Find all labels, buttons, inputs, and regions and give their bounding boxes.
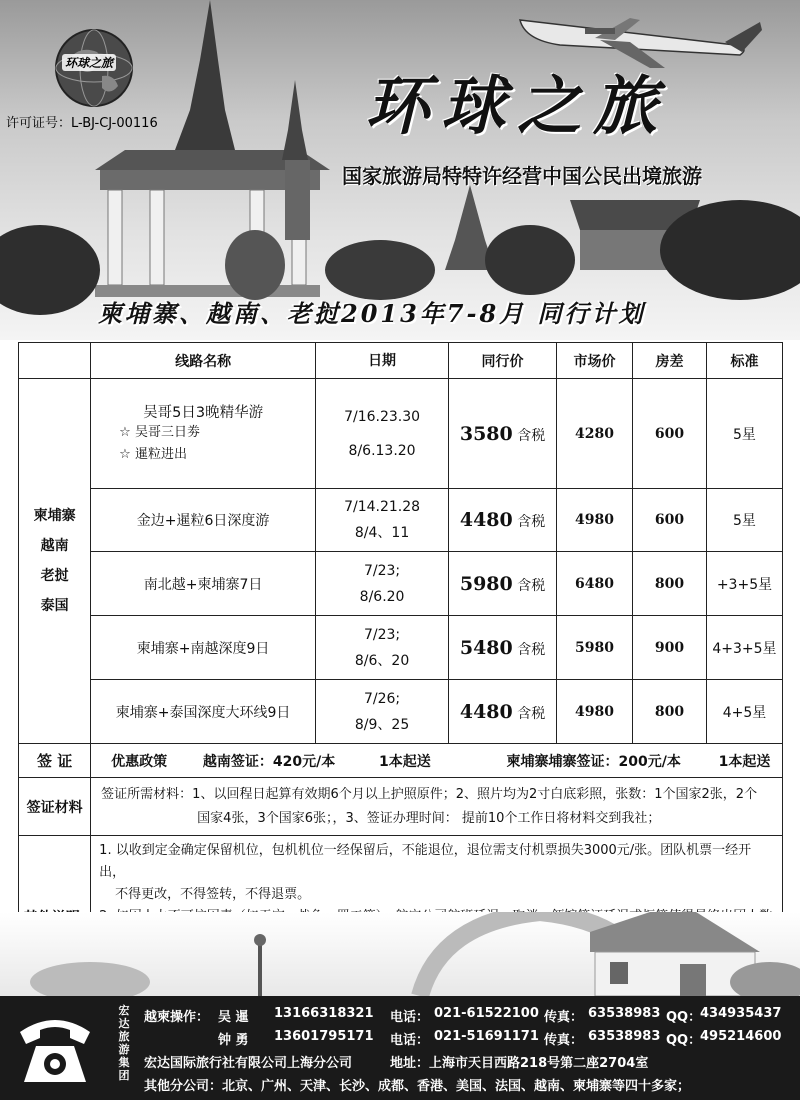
fax-label: 传真：: [544, 1010, 584, 1025]
peer-price-cell: [449, 616, 557, 680]
contact-fax: 63538983: [588, 1029, 661, 1044]
route-name: 柬埔寨+南越深度9日: [91, 616, 316, 680]
logo-text: 环球之旅: [62, 54, 116, 71]
header-market-price: 市场价: [557, 343, 633, 379]
route-name: 柬埔寨+泰国深度大环线9日: [91, 680, 316, 744]
visa-cambodia-min: 1本起送: [718, 753, 771, 770]
tax-label: 含税: [517, 427, 546, 444]
materials-line: 国家4张，3个国家6张；，3、签证办理时间： 提前10个工作日将材料交到我社；: [197, 810, 661, 826]
contact-qq: 434935437: [700, 1006, 782, 1021]
route-name: 南北越+柬埔寨7日: [91, 552, 316, 616]
header-room-diff: 房差: [632, 343, 706, 379]
contact-tel: 021-51691171: [434, 1029, 539, 1044]
date-cell: [316, 489, 449, 552]
brand-tagline: 国家旅游局特特许经营中国公民出境旅游: [342, 164, 702, 188]
standard: 4+3+5星: [706, 616, 782, 680]
visa-materials-row: [19, 778, 783, 836]
tax-label: 含税: [517, 514, 546, 530]
tel-label: 电话：: [390, 1010, 430, 1025]
contact-footer: [0, 996, 800, 1100]
peer-price: 4480: [459, 700, 513, 723]
plan-title: 柬埔寨、越南、老挝2013年7-8月 同行计划: [98, 299, 646, 328]
peer-price: 5980: [459, 572, 513, 595]
itinerary-table: [18, 342, 783, 999]
qq-label: QQ：: [666, 1010, 702, 1025]
house-scene-illustration: [0, 912, 800, 996]
qq-label: QQ：: [666, 1033, 702, 1048]
peer-price-cell: [449, 552, 557, 616]
fax-label: 传真：: [544, 1033, 584, 1048]
date-line: 8/6.13.20: [348, 442, 416, 459]
company-name: 宏达国际旅行社有限公司上海分公司: [144, 1056, 353, 1071]
visa-row: [19, 744, 783, 778]
date-line: 7/14.21.28: [344, 499, 421, 515]
tax-label: 含税: [517, 641, 546, 658]
visa-vietnam-price: 越南签证：420元/本: [202, 753, 336, 770]
room-diff: 800: [632, 680, 706, 744]
branches-line: 其他分公司：北京、广州、天津、长沙、成都、香港、美国、法国、越南、柬埔寨等四十多家；: [144, 1079, 691, 1094]
contact-mobile: 13166318321: [274, 1006, 374, 1021]
region-name: 柬埔寨: [33, 508, 76, 524]
date-line: 8/6.20: [359, 588, 405, 605]
contact-fax: 63538983: [588, 1006, 661, 1021]
brand-title: 环球之旅: [365, 69, 669, 144]
visa-cambodia-price: 柬埔寨埔寨签证：200元/本: [506, 753, 681, 770]
table-row: [19, 552, 783, 616]
header-peer-price: 同行价: [449, 343, 557, 379]
route-feature: ☆ 吴哥三日劵: [119, 425, 200, 440]
company-vertical-name: 宏达旅游集团: [118, 1004, 130, 1082]
header-route: 线路名称: [91, 343, 316, 379]
header-date: 日期: [316, 343, 449, 379]
telephone-icon: [14, 1006, 96, 1088]
standard: +3+5星: [706, 552, 782, 616]
date-line: 7/23;: [363, 562, 401, 579]
market-price: 4980: [557, 489, 633, 552]
peer-price-cell: [449, 489, 557, 552]
tel-label: 电话：: [390, 1033, 430, 1048]
peer-price: 5480: [459, 636, 513, 659]
materials-info: [91, 778, 783, 836]
date-line: 8/4、11: [354, 525, 410, 541]
standard: 5星: [706, 379, 782, 489]
region-name: 越南: [40, 538, 69, 554]
date-cell: [316, 552, 449, 616]
peer-price-cell: [449, 680, 557, 744]
market-price: 6480: [557, 552, 633, 616]
standard: 4+5星: [706, 680, 782, 744]
date-line: 8/6、20: [354, 652, 410, 669]
room-diff: 600: [632, 379, 706, 489]
note-line: 不得更改，不得签转，不得退票。: [115, 887, 311, 902]
company-address: 地址：上海市天目西路218号第二座2704室: [390, 1056, 649, 1071]
contact-name: 吴 暹: [218, 1010, 249, 1025]
date-cell: [316, 680, 449, 744]
region-name: 老挝: [40, 568, 69, 584]
contact-mobile: 13601795171: [274, 1029, 374, 1044]
date-line: 7/16.23.30: [344, 408, 421, 425]
ops-label: 越柬操作：: [144, 1010, 210, 1025]
tax-label: 含税: [517, 705, 546, 722]
table-row: [19, 616, 783, 680]
route-cell: [91, 379, 316, 489]
route-name: 金边+暹粒6日深度游: [91, 489, 316, 552]
room-diff: 800: [632, 552, 706, 616]
materials-label: 签证材料: [19, 778, 91, 836]
table-header-row: [19, 343, 783, 379]
peer-price: 3580: [459, 422, 513, 445]
table-row: [19, 680, 783, 744]
header-blank: [19, 343, 91, 379]
route-name: 吴哥5日3晚精华游: [143, 405, 264, 421]
tax-label: 含税: [517, 577, 546, 594]
peer-price: 4480: [459, 509, 513, 531]
date-line: 7/23;: [363, 626, 401, 643]
room-diff: 900: [632, 616, 706, 680]
room-diff: 600: [632, 489, 706, 552]
lower-scenery: [0, 912, 800, 996]
peer-price-cell: [449, 379, 557, 489]
market-price: 4980: [557, 680, 633, 744]
contact-qq: 495214600: [700, 1029, 782, 1044]
date-line: 8/9、25: [354, 716, 410, 733]
region-cell: [19, 379, 91, 744]
market-price: 5980: [557, 616, 633, 680]
visa-info: [91, 744, 783, 778]
note-line: 1. 以收到定金确定保留机位，包机机位一经保留后，不能退位，退位需支付机票损失3000元/张。团队机票一经开出，: [99, 843, 752, 880]
contact-name: 钟 勇: [218, 1033, 249, 1048]
route-feature: ☆ 暹粒进出: [119, 447, 187, 462]
region-name: 泰国: [40, 598, 69, 614]
date-line: 7/26;: [363, 690, 401, 707]
contact-tel: 021-61522100: [434, 1006, 539, 1021]
visa-promo: 优惠政策: [111, 753, 168, 770]
date-cell: [316, 616, 449, 680]
table-row: [19, 379, 783, 489]
materials-line: 签证所需材料：1、以回程日起算有效期6个月以上护照原件；2、照片均为2寸白底彩照，张数：1个国家2张，2个: [101, 786, 758, 802]
header-standard: 标准: [706, 343, 782, 379]
table-row: [19, 489, 783, 552]
visa-vietnam-min: 1本起送: [379, 753, 431, 770]
date-cell: [316, 379, 449, 489]
market-price: 4280: [557, 379, 633, 489]
standard: 5星: [706, 489, 782, 552]
visa-label: 签 证: [19, 744, 91, 778]
hero-banner: [0, 0, 800, 340]
license-number: 许可证号：L-BJ-CJ-00116: [6, 116, 158, 131]
